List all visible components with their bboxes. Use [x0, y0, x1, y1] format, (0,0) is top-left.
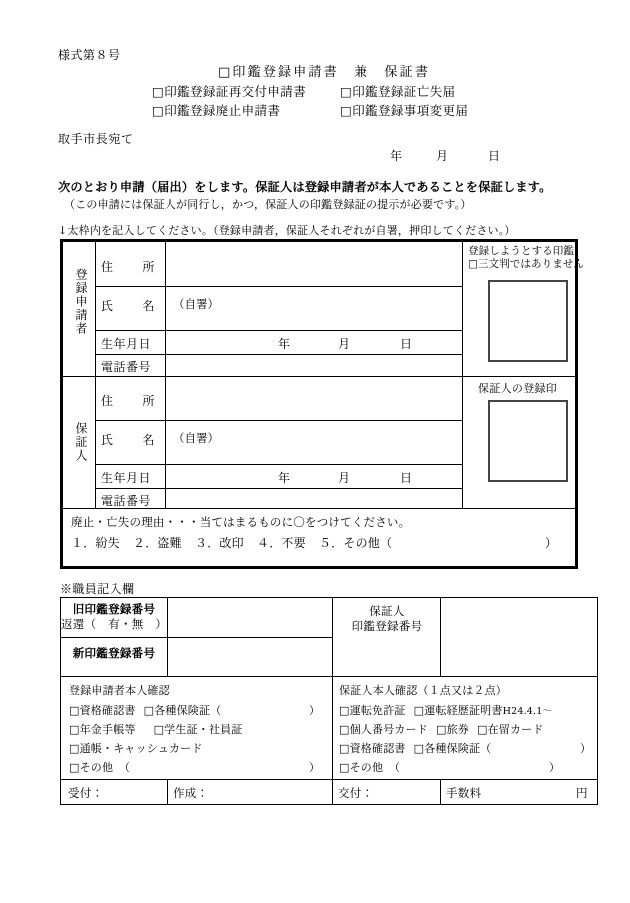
guarantor-section-label: 保証人 — [74, 422, 88, 463]
rule-v-seal-column — [462, 242, 463, 508]
guarantor-seal-impression-box[interactable] — [488, 400, 568, 482]
date-day-label: 日 — [488, 149, 501, 163]
applicant-verify-line-2 — [69, 721, 243, 737]
fee-input[interactable] — [501, 783, 573, 801]
guarantor-dob-month: 月 — [338, 471, 351, 485]
guarantor-verify-line-4-close: ） — [549, 761, 561, 774]
checkbox-guarantor-driving-history-cert[interactable]: □運転経歴証明書 — [413, 704, 503, 717]
reason-other-input[interactable] — [243, 532, 543, 548]
old-seal-number-label-line1: 旧印鑑登録番号 — [72, 602, 156, 616]
applicant-name-label: 氏 名 — [101, 299, 155, 313]
staff-section-title: ※職員記入欄 — [60, 582, 135, 596]
rule-h-staff-verify-divider — [61, 676, 597, 677]
reason-title: 廃止・亡失の理由・・・当てはまるものに〇をつけてください。 — [71, 515, 411, 529]
rule-h-applicant-dob — [95, 354, 462, 355]
guarantor-seal-head: 保証人の登録印 — [478, 382, 558, 395]
guarantor-dob-day: 日 — [400, 471, 413, 485]
main-form-inner — [63, 242, 585, 566]
applicant-address-label: 住 所 — [101, 260, 155, 274]
reason-option-4[interactable]: ４．不要 — [257, 536, 306, 550]
staff-entry-box — [60, 597, 598, 805]
guarantor-name-label: 氏 名 — [101, 433, 155, 447]
date-line — [390, 147, 501, 164]
guarantor-phone-input[interactable] — [173, 490, 453, 508]
title-main: □印鑑登録申請書 兼 保証書 — [217, 65, 431, 80]
rule-h-applicant-address — [95, 286, 462, 287]
guarantor-name-note: （自署） — [173, 431, 219, 445]
applicant-dob-year: 年 — [278, 337, 291, 351]
guarantor-dob-year: 年 — [278, 471, 291, 485]
delivery-label: 交付： — [338, 786, 374, 800]
applicant-dob-label: 生年月日 — [101, 337, 152, 351]
reason-option-5-close-paren: ） — [545, 536, 558, 550]
reception-input[interactable] — [111, 783, 163, 801]
guarantor-address-input[interactable] — [173, 392, 453, 416]
old-seal-number-return-toggle[interactable]: 返還（ 有・無 ） — [61, 617, 168, 631]
guarantor-seal-number-label-line1: 保証人 — [369, 604, 405, 618]
old-seal-number-label — [61, 602, 167, 632]
applicant-name-input[interactable] — [243, 296, 453, 324]
title-row-2 — [0, 82, 630, 101]
reason-option-3[interactable]: ３．改印 — [195, 536, 244, 550]
old-seal-number-input[interactable] — [169, 600, 329, 635]
guarantor-verify-line-2 — [339, 721, 544, 737]
guarantor-verify-title: 保証人本人確認（１点又は２点） — [339, 684, 507, 697]
applicant-dob-month: 月 — [338, 337, 351, 351]
checkbox-guarantor-drivers-license[interactable]: □運転免許証 — [339, 704, 406, 717]
guarantor-address-label: 住 所 — [101, 394, 155, 408]
applicant-address-input[interactable] — [173, 258, 453, 282]
rule-h-applicant-name — [95, 330, 462, 331]
checkbox-applicant-pension-book[interactable]: □年金手帳等 — [69, 723, 136, 736]
guarantor-name-input[interactable] — [243, 430, 453, 458]
applicant-dob-day: 日 — [400, 337, 413, 351]
checkbox-guarantor-passport[interactable]: □旅券 — [436, 723, 469, 736]
rule-v-footer-fee — [440, 779, 441, 804]
checkbox-loss-notification[interactable]: □印鑑登録証亡失届 — [340, 84, 456, 99]
applicant-section-label: 登録申請者 — [74, 268, 88, 336]
checkbox-applicant-passbook-cashcard[interactable]: □通帳・キャッシュカード — [69, 742, 203, 755]
date-month-label: 月 — [436, 149, 449, 163]
checkbox-applicant-other[interactable]: □その他 （ — [69, 761, 131, 774]
fee-label: 手数料 — [446, 786, 482, 800]
guarantor-driving-history-date: H24.4.1〜 — [502, 706, 553, 717]
checkbox-reissue-application[interactable]: □印鑑登録証再交付申請書 — [152, 84, 307, 99]
rule-h-staff-footer-divider — [61, 779, 597, 780]
guarantor-phone-label: 電話番号 — [101, 494, 152, 508]
creation-label: 作成： — [173, 786, 209, 800]
applicant-verify-line-1 — [69, 702, 221, 718]
guarantor-verify-line-1 — [339, 702, 552, 718]
checkbox-guarantor-insurance-card[interactable]: □各種保険証（ — [413, 742, 492, 755]
guarantor-seal-number-input[interactable] — [442, 600, 595, 674]
checkbox-abolition-application[interactable]: □印鑑登録廃止申請書 — [152, 103, 281, 118]
creation-input[interactable] — [217, 783, 327, 801]
rule-h-guarantor-address — [95, 420, 462, 421]
title-row-3 — [0, 101, 630, 120]
guarantor-seal-number-label — [334, 604, 440, 634]
new-seal-number-label — [61, 646, 167, 661]
reason-option-5[interactable]: ５．その他（ — [319, 536, 393, 550]
applicant-phone-input[interactable] — [173, 356, 453, 374]
checkbox-applicant-qualification-cert[interactable]: □資格確認書 — [69, 704, 136, 717]
reason-option-2[interactable]: ２．盗難 — [133, 536, 182, 550]
new-seal-number-input[interactable] — [169, 640, 329, 674]
declaration-line-3: ↓太枠内を記入してください。（登録申請者，保証人それぞれが自署，押印してください。） — [58, 224, 516, 237]
applicant-verify-line-1-close: ） — [309, 704, 321, 717]
applicant-seal-head-line1: 登録しようとする印鑑 — [468, 245, 574, 257]
guarantor-dob-fields — [278, 469, 412, 486]
date-year-label: 年 — [390, 149, 403, 163]
form-number: 様式第８号 — [58, 48, 121, 62]
main-form-box — [60, 239, 585, 569]
checkbox-guarantor-qualification-cert[interactable]: □資格確認書 — [339, 742, 406, 755]
guarantor-seal-number-label-line2: 印鑑登録番号 — [351, 619, 423, 633]
fee-unit-label: 円 — [576, 786, 588, 800]
rule-h-guarantor-dob — [95, 488, 462, 489]
applicant-name-note: （自署） — [173, 297, 219, 311]
declaration-line-1: 次のとおり申請（届出）をします。保証人は登録申請者が本人であることを保証します。 — [58, 180, 552, 194]
delivery-input[interactable] — [383, 783, 436, 801]
guarantor-dob-label: 生年月日 — [101, 471, 152, 485]
addressee: 取手市長宛て — [58, 132, 134, 146]
rule-h-applicant-guarantor-divider — [63, 376, 575, 377]
rule-h-staff-seal-no — [61, 637, 332, 638]
checkbox-guarantor-residence-card[interactable]: □在留カード — [477, 723, 544, 736]
checkbox-applicant-insurance-card[interactable]: □各種保険証（ — [143, 704, 222, 717]
guarantor-verify-line-3-close: ） — [580, 742, 592, 755]
checkbox-guarantor-mynumber-card[interactable]: □個人番号カード — [339, 723, 428, 736]
new-seal-number-label-text: 新印鑑登録番号 — [72, 646, 156, 660]
reason-option-1[interactable]: １．紛失 — [71, 536, 120, 550]
rule-v-section-label — [95, 242, 96, 508]
applicant-seal-impression-box[interactable] — [488, 280, 568, 362]
applicant-verify-title: 登録申請者本人確認 — [69, 684, 170, 697]
declaration-line-2: （この申請には保証人が同行し，かつ，保証人の印鑑登録証の提示が必要です。） — [64, 198, 472, 211]
rule-v-staff-col3 — [440, 598, 441, 676]
applicant-verify-line-4-close: ） — [309, 761, 321, 774]
rule-v-staff-center — [332, 598, 333, 804]
rule-h-guarantor-name — [95, 464, 462, 465]
checkbox-change-notification[interactable]: □印鑑登録事項変更届 — [340, 103, 469, 118]
rule-v-field-name — [165, 242, 166, 508]
checkbox-not-cheap-seal[interactable]: □三文判ではありません — [468, 258, 585, 270]
applicant-dob-fields — [278, 335, 412, 352]
applicant-phone-label: 電話番号 — [101, 360, 152, 374]
title-block — [0, 63, 630, 120]
checkbox-applicant-student-employee-id[interactable]: □学生証・社員証 — [153, 723, 243, 736]
reception-label: 受付： — [68, 786, 104, 800]
checkbox-guarantor-other[interactable]: □その他 （ — [339, 761, 401, 774]
guarantor-verify-line-3 — [339, 740, 491, 756]
rule-v-footer-reception — [167, 779, 168, 804]
